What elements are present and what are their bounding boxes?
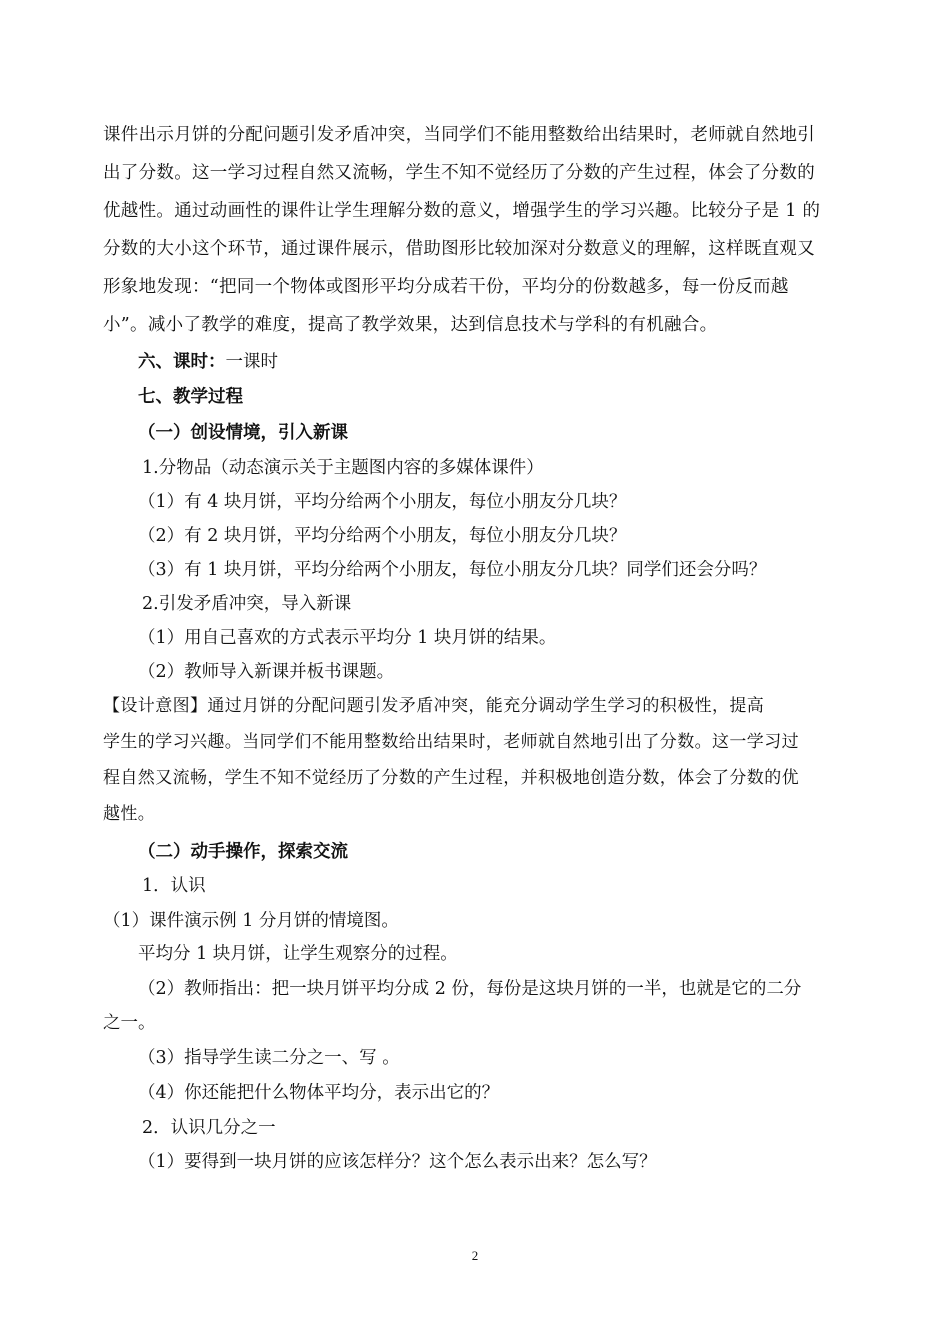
part2-item2: 2．认识几分之一 [142,1118,276,1138]
design-intent-line-1: 【设计意图】通过月饼的分配问题引发矛盾冲突，能充分调动学生学习的积极性，提高 [103,696,765,716]
section6-line [138,350,278,374]
intro-line-2: 出了分数。这一学习过程自然又流畅，学生不知不觉经历了分数的产生过程，体会了分数的 [103,163,815,183]
section6-value: 一课时 [225,352,278,372]
section6-heading: 六、课时： [138,352,226,372]
part2-step-2-line1: （2）教师指出：把一块月饼平均分成 2 份，每份是这块月饼的一半，也就是它的二分 [138,979,802,999]
part1-step-2: （2）教师导入新课并板书课题。 [138,662,395,682]
part2-step-2-line2: 之一。 [103,1013,156,1033]
part2-step-3: （3）指导学生读二分之一、写 。 [138,1048,400,1068]
part2-step-4: （4）你还能把什么物体平均分，表示出它的？ [138,1083,500,1103]
intro-line-1: 课件出示月饼的分配问题引发矛盾冲突，当同学们不能用整数给出结果时，老师就自然地引 [103,125,815,145]
part1-item1: 1.分物品（动态演示关于主题图内容的多媒体课件） [142,458,544,478]
intro-line-3: 优越性。通过动画性的课件让学生理解分数的意义，增强学生的学习兴趣。比较分子是 1 的 [103,201,821,221]
part1-step-1: （1）用自己喜欢的方式表示平均分 1 块月饼的结果。 [138,628,557,648]
part1-question-3: （3）有 1 块月饼，平均分给两个小朋友，每位小朋友分几块？同学们还会分吗？ [138,560,767,580]
intro-line-4: 分数的大小这个环节，通过课件展示，借助图形比较加深对分数意义的理解，这样既直观又 [103,239,815,259]
part1-question-2: （2）有 2 块月饼，平均分给两个小朋友，每位小朋友分几块？ [138,526,627,546]
part2-step-1: （1）课件演示例 1 分月饼的情境图。 [103,911,399,931]
part2-item1: 1．认识 [142,876,206,896]
design-intent-line-3: 程自然又流畅，学生不知不觉经历了分数的产生过程，并积极地创造分数，体会了分数的优 [103,768,799,788]
design-intent-line-2: 学生的学习兴趣。当同学们不能用整数给出结果时，老师就自然地引出了分数。这一学习过 [103,732,799,752]
intro-line-6: 小”。减小了教学的难度，提高了教学效果，达到信息技术与学科的有机融合。 [103,315,718,335]
part1-item2: 2.引发矛盾冲突，导入新课 [142,594,352,614]
part2-question-1: （1）要得到一块月饼的应该怎样分？这个怎么表示出来？怎么写？ [138,1152,657,1172]
part1-heading: （一）创设情境，引入新课 [138,423,348,443]
part2-step-1b: 平均分 1 块月饼，让学生观察分的过程。 [138,944,458,964]
page-number: 2 [471,1248,479,1263]
design-intent-line-4: 越性。 [103,804,156,824]
section7-heading: 七、教学过程 [138,387,243,407]
intro-line-5: 形象地发现：“把同一个物体或图形平均分成若干份，平均分的份数越多，每一份反而越 [103,277,789,297]
part2-heading: （二）动手操作，探索交流 [138,842,348,862]
part1-question-1: （1）有 4 块月饼，平均分给两个小朋友，每位小朋友分几块？ [138,492,627,512]
